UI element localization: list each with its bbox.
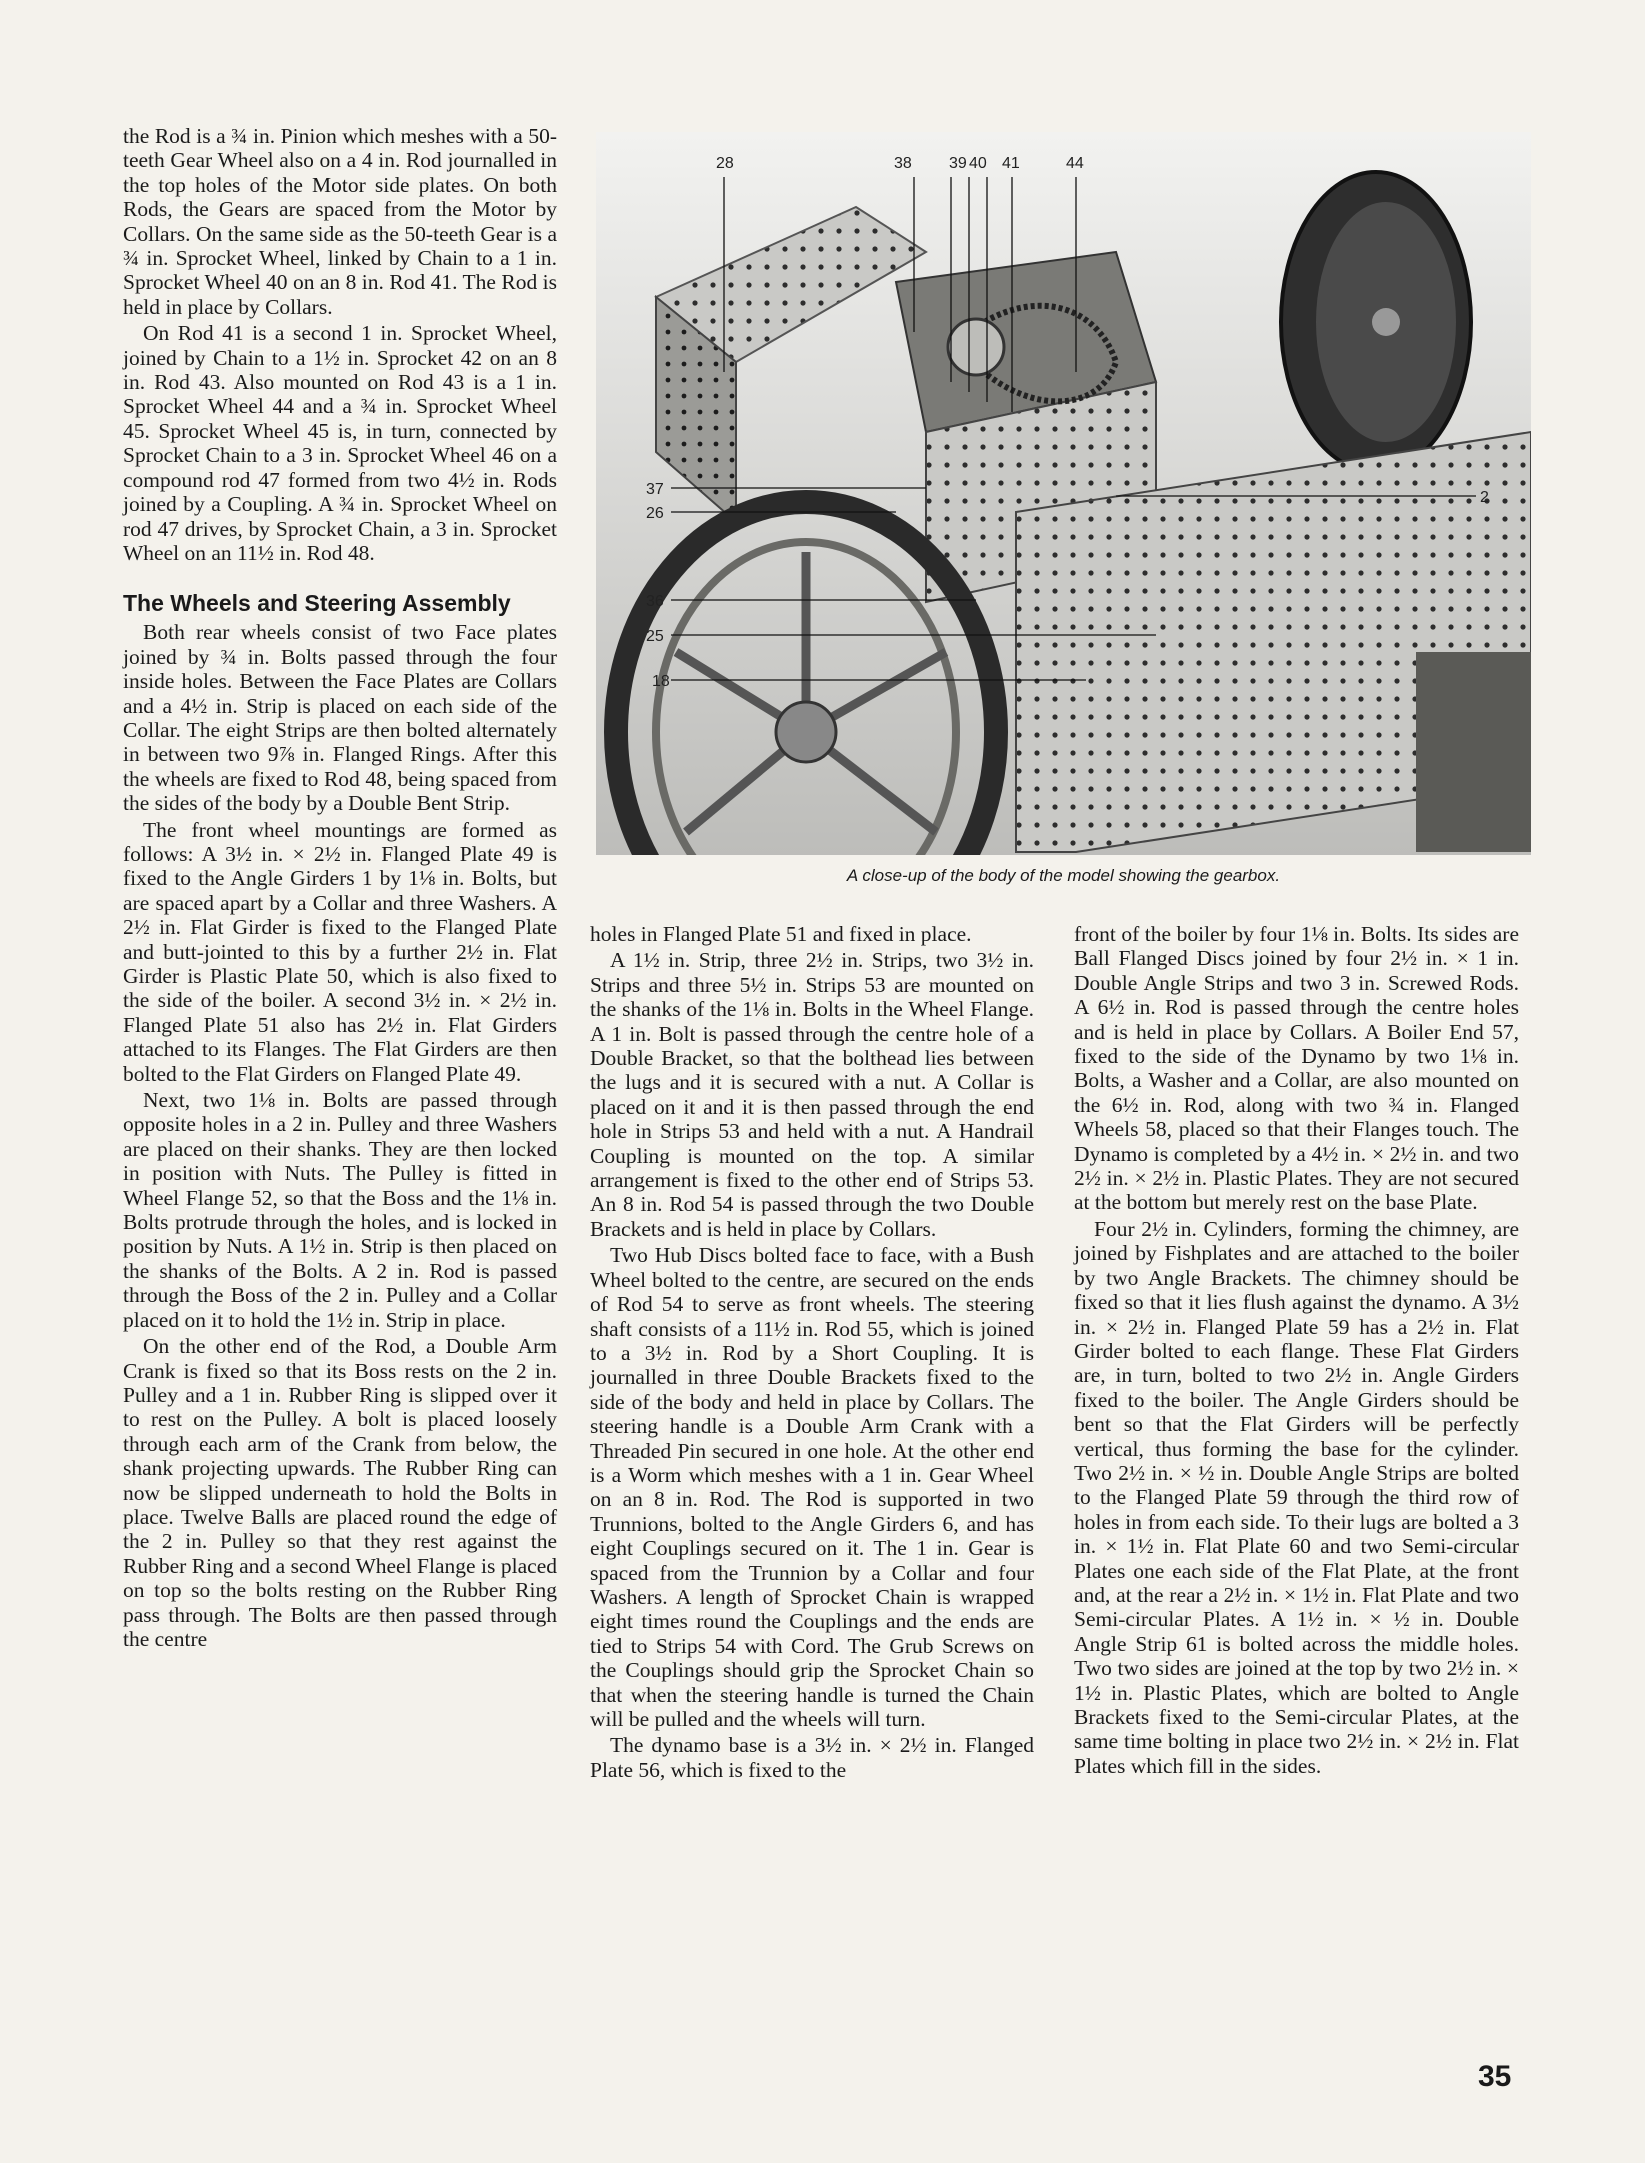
gearbox-photo-illustration [596, 132, 1531, 855]
paragraph: front of the boiler by four 1⅛ in. Bolts. Its sides are Ball Flanged Discs joined by four 2½ in. × 1 in. Double Angle Strips and two 3 in. Screwed Rods. A 6½ in. Rod is passed through the centre holes and is held in place by Collars. A Boiler End 57, fixed to the side of the Dynamo by two 1⅛ in. Bolts, a Washer and a Collar, are also mounted on the 6½ in. Rod, along with two ¾ in. Flanged Wheels 58, placed so that their Flanges touch. The Dynamo is completed by a 4½ in. × 2½ in. and two 2½ in. × 2½ in. Plastic Plates. They are not secured at the bottom but merely rest on the base Plate. [1074, 922, 1519, 1215]
paragraph: The dynamo base is a 3½ in. × 2½ in. Flanged Plate 56, which is fixed to the [590, 1733, 1034, 1782]
paragraph: Both rear wheels consist of two Face plates joined by ¾ in. Bolts passed through the four inside holes. Between the Face Plates are Collars and a 4½ in. Strip is placed on each side of the Collar. The eight Strips are then bolted alternately in between two 9⅞ in. Flanged Rings. After this the wheels are fixed to Rod 48, being spaced from the sides of the body by a Double Bent Strip. [123, 620, 557, 816]
paragraph: the Rod is a ¾ in. Pinion which meshes with a 50-teeth Gear Wheel also on a 4 in. Rod journalled in the top holes of the Motor side plates. On both Rods, the Gears are spaced from the Motor by Collars. On the same side as the 50-teeth Gear is a ¾ in. Sprocket Wheel, linked by Chain to a 1 in. Sprocket Wheel 40 on an 8 in. Rod 41. The Rod is held in place by Collars. [123, 124, 557, 319]
callout-37: 37 [646, 481, 664, 498]
text-column-1 [123, 124, 557, 1651]
callout-44: 44 [1066, 155, 1084, 172]
paragraph: On Rod 41 is a second 1 in. Sprocket Wheel, joined by Chain to a 1½ in. Sprocket 42 on an 8 in. Rod 43. Also mounted on Rod 43 is a 1 in. Sprocket Wheel 44 and a ¾ in. Sprocket Wheel 45. Sprocket Wheel 45 is, in turn, connected by Sprocket Chain to a 3 in. Sprocket Wheel 46 on a compound rod 47 formed from two 4½ in. Rods joined by a Coupling. A ¾ in. Sprocket Wheel on rod 47 drives, by Sprocket Chain, a 3 in. Sprocket Wheel on an 11½ in. Rod 48. [123, 321, 557, 565]
callout-28: 28 [716, 155, 734, 172]
callout-25: 25 [646, 628, 664, 645]
callout-39: 39 [949, 155, 967, 172]
callout-2: 2 [1480, 489, 1489, 506]
text-column-2 [590, 922, 1034, 1782]
callout-36: 36 [646, 593, 664, 610]
page-number: 35 [1478, 2060, 1512, 2093]
paragraph: Four 2½ in. Cylinders, forming the chimney, are joined by Fishplates and are attached to the boiler by two Angle Brackets. The chimney should be fixed so that it lies flush against the dynamo. A 3½ in. × 2½ in. Flanged Plate 59 has a 2½ in. Flat Girder bolted to each flange. These Flat Girders are, in turn, bolted to two 2½ in. Angle Girders fixed to the boiler. The Angle Girders should be bent so that the Flat Girders will be perfectly vertical, thus forming the base for the cylinder. Two 2½ in. × ½ in. Double Angle Strips are bolted to the Flanged Plate 59 through the third row of holes in from each side. To their lugs are bolted a 3 in. × 1½ in. Flat Plate 60 and two Semi-circular Plates one each side of the Flat Plate, at the front and, at the rear a 2½ in. × 1½ in. Flat Plate and two Semi-circular Plates. A 1½ in. × ½ in. Double Angle Strip 61 is bolted across the middle holes. Two two sides are joined at the top by two 2½ in. × 1½ in. Plastic Plates, which are bolted to Angle Brackets fixed to the Semi-circular Plates, at the same time bolting in place two 2½ in. × 2½ in. Flat Plates which fill in the sides. [1074, 1216, 1519, 1778]
paragraph: Next, two 1⅛ in. Bolts are passed through opposite holes in a 2 in. Pulley and three Washers are placed on their shanks. They are then locked in position with Nuts. The Pulley is fitted in Wheel Flange 52, so that the Boss and the 1⅛ in. Bolts protrude through the holes, and is locked in position by Nuts. A 1½ in. Strip is then placed on the shanks of the Bolts. A 2 in. Rod is passed through the Boss of the 2 in. Pulley and a Collar placed on it to hold the 1½ in. Strip in place. [123, 1088, 557, 1332]
callout-40: 40 [969, 155, 987, 172]
section-heading: The Wheels and Steering Assembly [123, 590, 511, 617]
callout-26: 26 [646, 505, 664, 522]
callout-18: 18 [652, 673, 670, 690]
callout-41: 41 [1002, 155, 1020, 172]
callout-38: 38 [894, 155, 912, 172]
paragraph: The front wheel mountings are formed as follows: A 3½ in. × 2½ in. Flanged Plate 49 is fixed to the Angle Girders 1 by 1⅛ in. Bolts, but are spaced apart by a Collar and three Washers. A 2½ in. Flat Girder is fixed to the Flanged Plate and butt-jointed to this by a further 2½ in. Flat Girder is Plastic Plate 50, which is also fixed to the side of the boiler. A second 3½ in. × 2½ in. Flanged Plate 51 also has 2½ in. Flat Girders attached to its Flanges. The Flat Girders are then bolted to the Flat Girders on Flanged Plate 49. [123, 817, 557, 1086]
figure-caption: A close-up of the body of the model showing the gearbox. [846, 866, 1281, 885]
text-column-3 [1074, 922, 1519, 1778]
model-photo [596, 132, 1531, 855]
paragraph: On the other end of the Rod, a Double Arm Crank is fixed so that its Boss rests on the 2 in. Pulley and a 1 in. Rubber Ring is slipped over it to rest on the Pulley. A bolt is placed loosely through each arm of the Crank from below, the shank projecting upwards. The Rubber Ring can now be slipped underneath to hold the Bolts in place. Twelve Balls are placed round the edge of the 2 in. Pulley so that they rest against the Rubber Ring and a second Wheel Flange is placed on top so the bolts resting on the Rubber Ring pass through. The Bolts are then passed through the centre [123, 1334, 557, 1651]
paragraph: A 1½ in. Strip, three 2½ in. Strips, two 3½ in. Strips and three 5½ in. Strips 53 are mounted on the shanks of the 1⅛ in. Bolts in the Wheel Flange. A 1 in. Bolt is passed through the centre hole of a Double Bracket, so that the bolthead lies between the lugs and it is secured with a nut. A Collar is placed on it and it is then passed through the end hole in Strips 53 and held with a nut. A Handrail Coupling is mounted on the top. A similar arrangement is fixed to the other end of Strips 53. An 8 in. Rod 54 is passed through the two Double Brackets and is held in place by Collars. [590, 948, 1034, 1241]
paragraph: holes in Flanged Plate 51 and fixed in place. [590, 922, 972, 946]
paragraph: Two Hub Discs bolted face to face, with a Bush Wheel bolted to the centre, are secured on the ends of Rod 54 to serve as front wheels. The steering shaft consists of a 11½ in. Rod 55, which is joined to a 3½ in. Rod by a Short Coupling. It is journalled in three Double Brackets fixed to the side of the body and held in place by Collars. The steering handle is a Double Arm Crank with a Threaded Pin secured in one hole. At the other end is a Worm which meshes with a 1 in. Gear Wheel on an 8 in. Rod. The Rod is supported in two Trunnions, bolted to the Angle Girders 6, and has eight Couplings secured on it. The 1 in. Gear is spaced from the Trunnion by a Collar and four Washers. A length of Sprocket Chain is wrapped eight times round the Couplings and the ends are tied to Strips 54 with Cord. The Grub Screws on the Couplings should grip the Sprocket Chain so that when the steering handle is turned the Chain will be pulled and the wheels will turn. [590, 1243, 1034, 1731]
